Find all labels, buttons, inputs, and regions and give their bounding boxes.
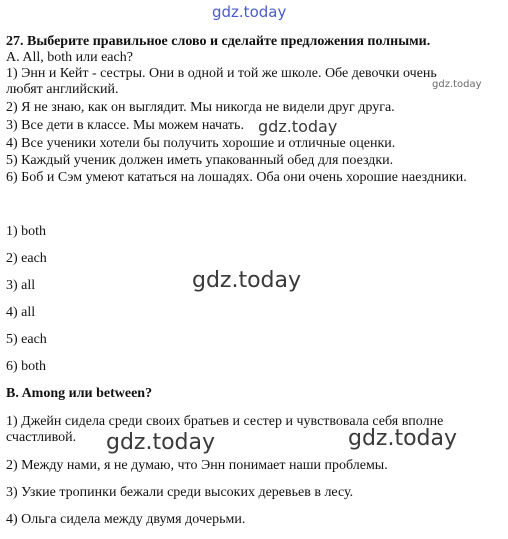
answer-item: 4) all [6, 305, 36, 320]
section-b-sentence: счастливой. [6, 430, 77, 445]
watermark-small: gdz.today [432, 79, 482, 90]
answer-item: 5) each [6, 332, 47, 347]
watermark-inline: gdz.today [258, 117, 338, 136]
section-a-sentence: 1) Энн и Кейт - сестры. Они в одной и той же школе. Обе девочки очень [6, 66, 437, 81]
section-a-sentence: 5) Каждый ученик должен иметь упакованный обед для поездки. [6, 153, 394, 168]
watermark-bottom-left: gdz.today [106, 430, 216, 455]
section-b-sentence: 2) Между нами, я не думаю, что Энн понимает наши проблемы. [6, 458, 388, 473]
section-b-sentence: 1) Джейн сидела среди своих братьев и сестер и чувствовала себя вполне [6, 414, 444, 429]
section-a-sentence: 3) Все дети в классе. Мы можем начать. [6, 118, 244, 133]
section-a-sentence: 6) Боб и Сэм умеют кататься на лошадях. Оба они очень хорошие наездники. [6, 170, 467, 185]
section-a-sentence: любят английский. [6, 82, 119, 97]
section-b-heading: B. Among или between? [6, 386, 153, 401]
section-b-sentence: 4) Ольга сидела между двумя дочерьми. [6, 512, 246, 527]
answer-item: 6) both [6, 359, 47, 374]
watermark-bottom-right: gdz.today [348, 426, 458, 451]
answer-item: 2) each [6, 251, 47, 266]
section-b-sentence: 3) Узкие тропинки бежали среди высоких деревьев в лесу. [6, 485, 354, 500]
section-a-sentence: 4) Все ученики хотели бы получить хорошие и отличные оценки. [6, 136, 396, 151]
watermark-top: gdz.today [212, 3, 287, 21]
answer-item: 1) both [6, 224, 47, 239]
section-a-heading: A. All, both или each? [6, 50, 133, 65]
section-a-sentence: 2) Я не знаю, как он выглядит. Мы никогда не видели друг друга. [6, 100, 395, 115]
answer-item: 3) all [6, 278, 36, 293]
exercise-title: 27. Выберите правильное слово и сделайте предложения полными. [6, 34, 431, 49]
watermark-center: gdz.today [192, 268, 302, 293]
